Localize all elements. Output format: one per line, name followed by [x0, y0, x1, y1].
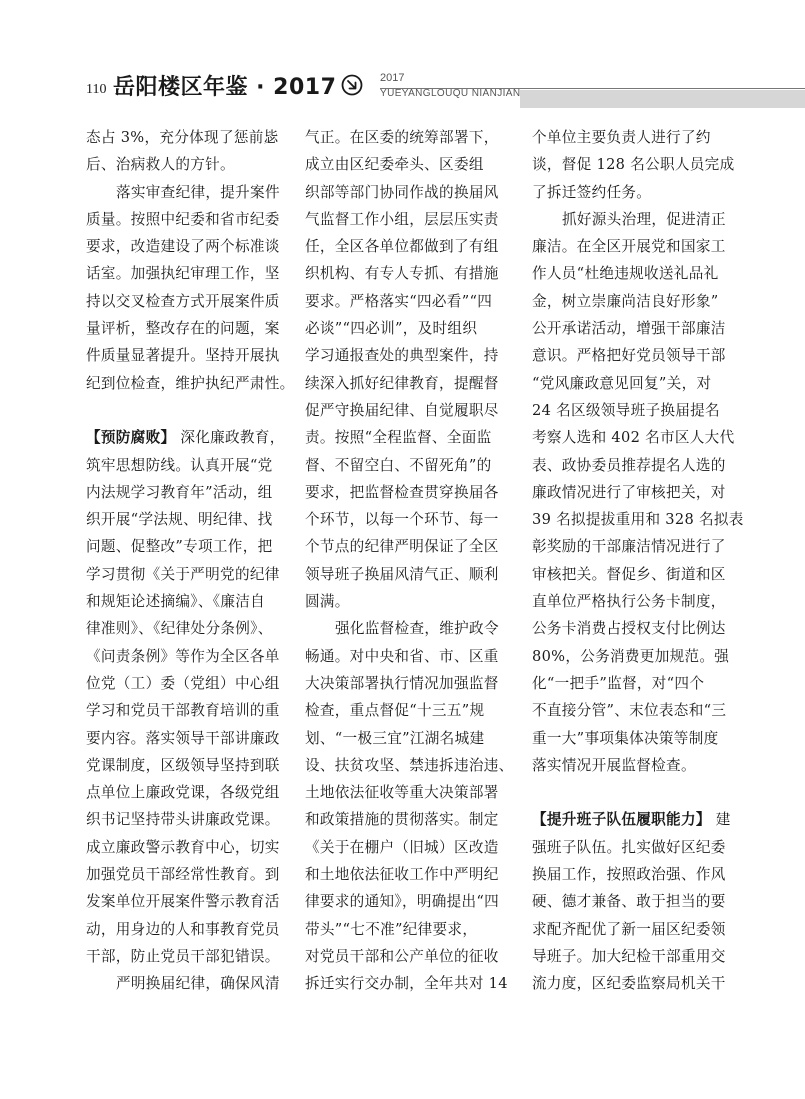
text-line: 大决策部署执行情况加强监督: [305, 674, 499, 692]
text-line: 重一大”事项集体决策等制度: [532, 729, 719, 747]
text-line: 态占 3%，充分体现了惩前毖: [86, 129, 279, 146]
paragraph-first-line: 抓好源头治理，促进清正: [562, 210, 726, 228]
header-year: 2017: [380, 72, 405, 84]
text-line: 持以交叉检查方式开展案件质: [86, 292, 280, 310]
text-line: 要内容。落实领导干部讲廉政: [86, 729, 280, 747]
text-line: 织书记坚持带头讲廉政党课。: [86, 811, 280, 829]
text-line: 律要求的通知》，明确提出“四: [305, 893, 500, 911]
book-title: 岳阳楼区年鉴 · 2017: [113, 75, 337, 100]
text-line: 问题、促整改”专项工作，把: [86, 538, 273, 556]
text-line: 要求，改造建设了两个标准谈: [86, 238, 280, 256]
text-line: 了拆迁签约任务。: [532, 183, 652, 201]
text-line: 金，树立崇廉尚洁良好形象”: [532, 292, 719, 310]
page-number: 110: [86, 82, 107, 97]
page-header: [0, 68, 805, 108]
text-line: 要求。严格落实“四必看”“四: [305, 292, 493, 310]
text-line: 和土地依法征收工作中严明纪: [305, 866, 499, 884]
text-line: 谈，督促 128 名公职人员完成: [532, 156, 735, 174]
text-line: 党课制度，区级领导坚持到联: [86, 756, 280, 774]
text-line: 圆满。: [305, 593, 350, 611]
text-line: “党风廉政意见回复”关，对: [532, 374, 712, 392]
text-line: 内法规学习教育年”活动，组: [86, 483, 273, 501]
text-line: 后、治病救人的方针。: [86, 156, 235, 174]
text-line: 点单位上廉政党课，各级党组: [86, 784, 280, 802]
text-line: 80%，公务消费更加规范。强: [532, 647, 730, 665]
text-line: 责。按照“全程监督、全面监: [305, 429, 492, 447]
text-line: 39 名拟提拔重用和 328 名拟表: [532, 511, 744, 529]
text-line: 个环节，以每一个环节、每一: [305, 511, 499, 529]
blank-line: [532, 779, 760, 806]
text-line: 个单位主要负责人进行了约: [532, 129, 711, 146]
text-line: 织机构、有专人专抓、有措施: [305, 265, 499, 283]
text-line: 督、不留空白、不留死角”的: [305, 456, 492, 474]
text-line: 成立廉政警示教育中心，切实: [86, 838, 280, 856]
text-line: 必谈”“四必训”，及时组织: [305, 320, 478, 338]
text-line: 要求，把监督检查贯穿换届各: [305, 483, 499, 501]
text-line: 作人员“杜绝违规收送礼品礼: [532, 265, 719, 283]
text-line: 气正。在区委的统筹部署下，: [305, 129, 499, 146]
text-line: 公开承诺活动，增强干部廉洁: [532, 320, 726, 338]
paragraph-first-line: 落实审查纪律，提升案件: [116, 183, 280, 201]
text-column-2: [305, 124, 533, 998]
section-lead-text: 建: [715, 811, 731, 829]
blank-line: [86, 397, 314, 424]
text-line: 表、政协委员推荐提名人选的: [532, 456, 726, 474]
text-line: 考察人选和 402 名市区人大代: [532, 429, 735, 447]
text-line: 落实情况开展监督检查。: [532, 756, 696, 774]
text-line: 《关于在棚户（旧城）区改造: [305, 838, 499, 856]
text-line: 导班子。加大纪检干部重用交: [532, 947, 726, 965]
text-line: 成立由区纪委牵头、区委组: [305, 156, 484, 174]
section-heading: 【提升班子队伍履职能力】: [532, 811, 711, 829]
paragraph-first-line: 强化监督检查，维护政令: [335, 620, 499, 638]
text-line: 量评析，整改存在的问题，案: [86, 320, 280, 338]
text-line: 织开展“学法规、明纪律、找: [86, 511, 273, 529]
section-line: [532, 806, 760, 833]
text-line: 对党员干部和公产单位的征收: [305, 947, 499, 965]
text-line: 化“一把手”监督，对“四个: [532, 674, 705, 692]
header-pinyin: YUEYANGLOUQU NIANJIAN: [380, 88, 521, 99]
text-line: 律准则》、《纪律处分条例》、: [86, 620, 273, 638]
text-line: 加强党员干部经常性教育。到: [86, 866, 280, 884]
section-lead-text: 深化廉政教育，: [180, 429, 285, 447]
text-line: 不直接分管”、末位表态和“三: [532, 702, 727, 720]
text-line: 位党（工）委（党组）中心组: [86, 674, 280, 692]
text-line: 廉政情况进行了审核把关，对: [532, 483, 726, 501]
text-line: 话室。加强执纪审理工作，坚: [86, 265, 280, 283]
text-line: 学习通报查处的典型案件，持: [305, 347, 499, 365]
text-line: 动，用身边的人和事教育党员: [86, 920, 280, 938]
header-gray-bar: [520, 90, 805, 108]
section-heading: 【预防腐败】: [86, 429, 176, 447]
text-column-1: [86, 124, 314, 998]
text-line: 织部等部门协同作战的换届风: [305, 183, 499, 201]
text-line: 拆迁实行交办制，全年共对 14: [305, 975, 508, 993]
text-line: 换届工作，按照政治强、作风: [532, 866, 726, 884]
text-line: 24 名区级领导班子换届提名: [532, 401, 720, 419]
section-line: [86, 424, 314, 451]
text-line: 彰奖励的干部廉洁情况进行了: [532, 538, 726, 556]
text-line: 公务卡消费占授权支付比例达: [532, 620, 726, 638]
text-line: 直单位严格执行公务卡制度，: [532, 593, 726, 611]
text-line: 流力度，区纪委监察局机关干: [532, 975, 726, 993]
text-line: 划、“一极三宜”江湖名城建: [305, 729, 485, 747]
text-line: 学习贯彻《关于严明党的纪律: [86, 565, 280, 583]
text-line: 《问责条例》等作为全区各单: [86, 647, 280, 665]
text-line: 气监督工作小组，层层压实责: [305, 210, 499, 228]
text-line: 个节点的纪律严明保证了全区: [305, 538, 499, 556]
text-line: 带头”“七不准”纪律要求，: [305, 920, 478, 938]
text-line: 畅通。对中央和省、市、区重: [305, 647, 499, 665]
text-line: 土地依法征收等重大决策部署: [305, 784, 499, 802]
text-column-3: [532, 124, 760, 998]
text-line: 学习和党员干部教育培训的重: [86, 702, 280, 720]
text-line: 纪到位检查，维护执纪严肃性。: [86, 374, 295, 392]
text-line: 领导班子换届风清气正、顺利: [305, 565, 499, 583]
text-line: 件质量显著提升。坚持开展执: [86, 347, 280, 365]
text-line: 意识。严格把好党员领导干部: [532, 347, 726, 365]
text-line: 强班子队伍。扎实做好区纪委: [532, 838, 726, 856]
text-line: 检查，重点督促“十三五”规: [305, 702, 485, 720]
paragraph-first-line: 严明换届纪律，确保风清: [116, 975, 280, 993]
text-line: 廉洁。在全区开展党和国家工: [532, 238, 726, 256]
text-line: 干部，防止党员干部犯错误。: [86, 947, 280, 965]
arrow-circle-icon: [341, 74, 363, 96]
text-line: 任，全区各单位都做到了有组: [305, 238, 499, 256]
text-line: 硬、德才兼备、敢于担当的要: [532, 893, 726, 911]
text-line: 发案单位开展案件警示教育活: [86, 893, 280, 911]
text-line: 筑牢思想防线。认真开展“党: [86, 456, 273, 474]
text-line: 审核把关。督促乡、街道和区: [532, 565, 726, 583]
text-line: 求配齐配优了新一届区纪委领: [532, 920, 726, 938]
text-line: 设、扶贫攻坚、禁违拆违治违、: [305, 756, 514, 774]
text-line: 和规矩论述摘编》、《廉洁自: [86, 593, 266, 611]
text-line: 和政策措施的贯彻落实。制定: [305, 811, 499, 829]
text-line: 质量。按照中纪委和省市纪委: [86, 210, 280, 228]
text-line: 续深入抓好纪律教育，提醒督: [305, 374, 499, 392]
text-line: 促严守换届纪律、自觉履职尽: [305, 401, 499, 419]
